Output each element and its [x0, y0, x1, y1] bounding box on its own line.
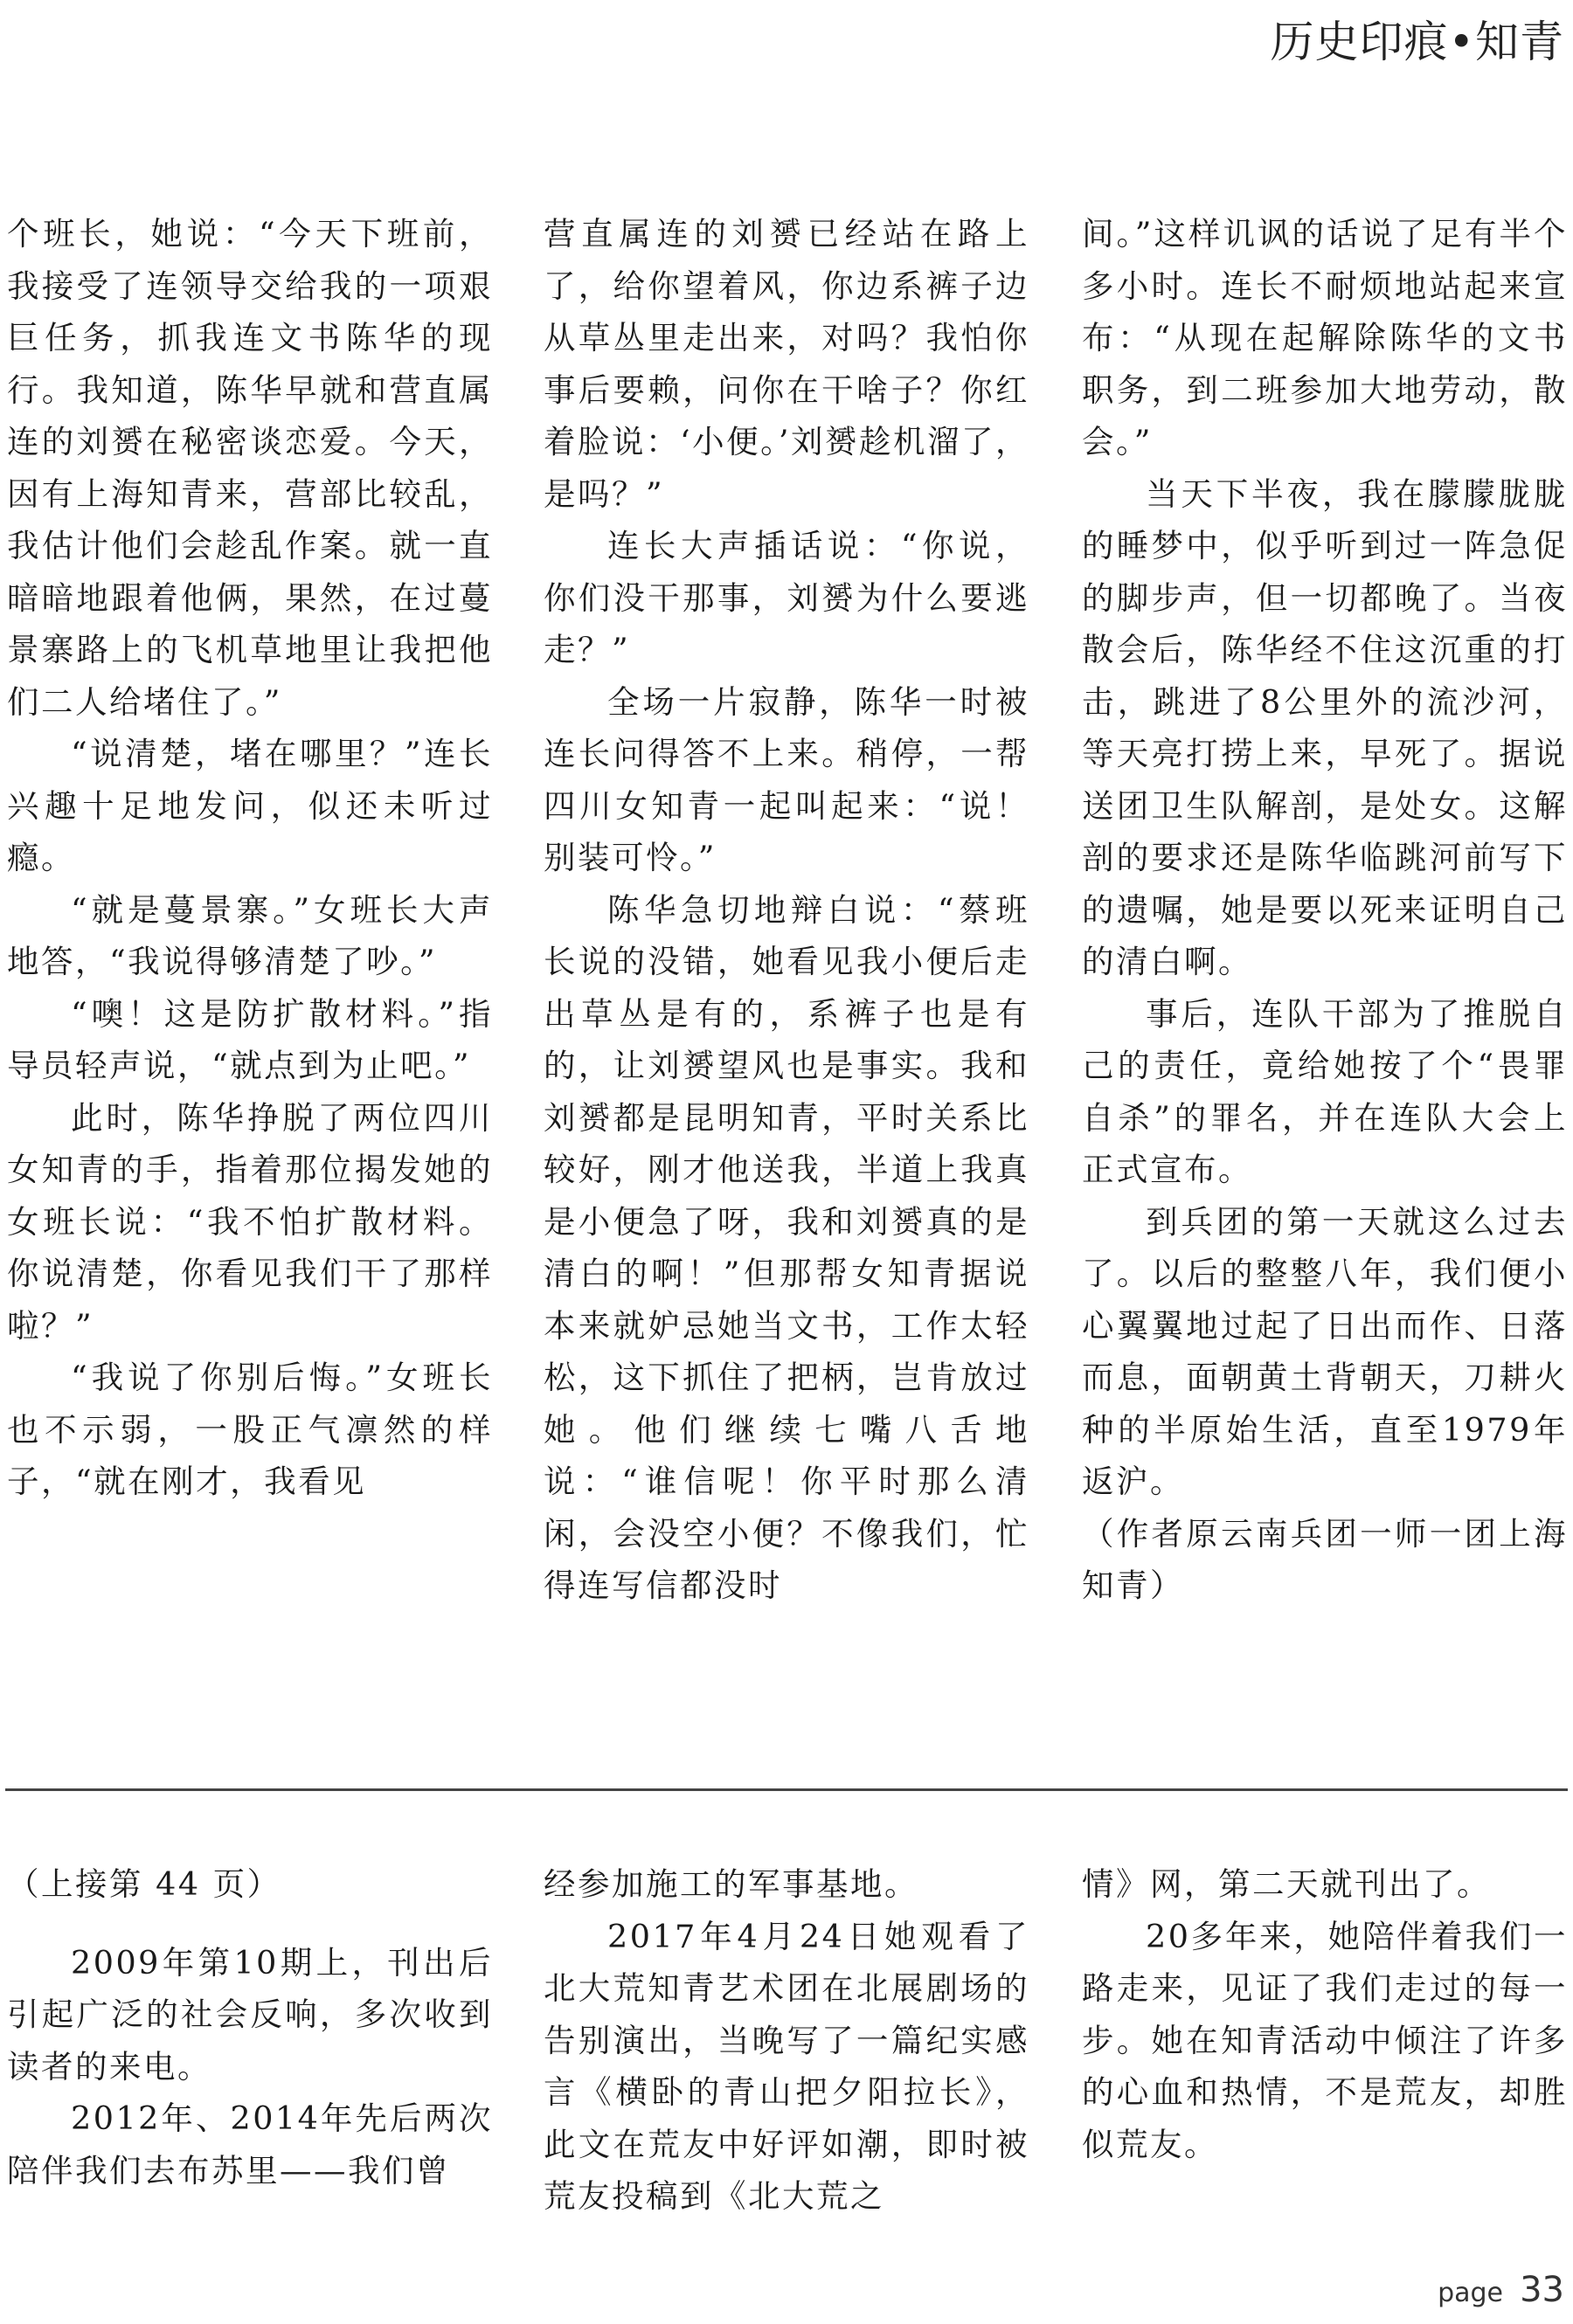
page-footer [1438, 2270, 1564, 2310]
page-word: page [1438, 2278, 1503, 2308]
page-number: 33 [1520, 2270, 1564, 2310]
continued-column-3 [1082, 1858, 1568, 2170]
paragraph: 当天下半夜，我在朦朦胧胧的睡梦中，似乎听到过一阵急促的脚步声，但一切都晚了。当夜散会后，陈华经不住这沉重的打击，跳进了8公里外的流沙河，等天亮打捞上来，早死了。据说送团卫生队解剖，是处女。这解剖的要求还是陈华临跳河前写下的遗嘱，她是要以死来证明自己的清白啊。 [1082, 474, 1568, 980]
paragraph: 2012年、2014年先后两次陪伴我们去布苏里——我们曾 [7, 2099, 493, 2189]
section-divider [5, 1788, 1568, 1791]
paragraph: 全场一片寂静，陈华一时被连长问得答不上来。稍停，一帮四川女知青一起叫起来：“说！别装可怜。” [544, 682, 1029, 876]
article-column-3 [1082, 208, 1568, 1612]
author-note: （作者原云南兵团一师一团上海知青） [1082, 1514, 1568, 1604]
continued-column-2 [544, 1858, 1029, 2223]
paragraph: 个班长，她说：“今天下班前，我接受了连领导交给我的一项艰巨任务，抓我连文书陈华的现行。我知道，陈华早就和营直属连的刘赟在秘密谈恋爱。今天，因有上海知青来，营部比较乱，我估计他们会趁乱作案。就一直暗暗地跟着他俩，果然，在过蔓景寨路上的飞机草地里让我把他们二人给堵住了。” [7, 215, 493, 721]
paragraph: 20多年来，她陪伴着我们一路走来，见证了我们走过的每一步。她在知青活动中倾注了许多的心血和热情，不是荒友，却胜似荒友。 [1082, 1917, 1568, 2163]
paragraph: 此时，陈华挣脱了两位四川女知青的手，指着那位揭发她的女班长说：“我不怕扩散材料。你说清楚，你看见我们干了那样啦？” [7, 1098, 493, 1345]
paragraph: 情》网，第二天就刊出了。 [1082, 1865, 1491, 1903]
article-column-2 [544, 208, 1029, 1612]
paragraph: “说清楚，堵在哪里？”连长兴趣十足地发问，似还未听过瘾。 [7, 735, 493, 876]
running-header: 历史印痕•知青 [1270, 17, 1564, 67]
continued-from-label: （上接第 44 页） [7, 1865, 281, 1903]
paragraph: 陈华急切地辩白说：“蔡班长说的没错，她看见我小便后走出草丛是有的，系裤子也是有的，让刘赟望风也是事实。我和刘赟都是昆明知青，平时关系比较好，刚才他送我，半道上我真是小便急了呀，我和刘赟真的是清白的啊！”但那帮女知青据说本来就妒忌她当文书，工作太轻松，这下抓住了把柄，岂肯放过她。他们继续七嘴八舌地说：“谁信呢！你平时那么清闲，会没空小便？不像我们，忙得连写信都没时 [544, 890, 1029, 1604]
paragraph: “噢！这是防扩散材料。”指导员轻声说，“就点到为止吧。” [7, 994, 493, 1084]
paragraph: 到兵团的第一天就这么过去了。以后的整整八年，我们便小心翼翼地过起了日出而作、日落而息，面朝黄土背朝天，刀耕火种的半原始生活，直至1979年返沪。 [1082, 1202, 1568, 1500]
paragraph: “就是蔓景寨。”女班长大声地答，“我说得够清楚了吵。” [7, 890, 493, 980]
article-column-1 [7, 208, 493, 1508]
paragraph: 经参加施工的军事基地。 [544, 1865, 918, 1903]
paragraph: 2017年4月24日她观看了北大荒知青艺术团在北展剧场的告别演出，当晚写了一篇纪实感言《横卧的青山把夕阳拉长》，此文在荒友中好评如潮，即时被荒友投稿到《北大荒之 [544, 1917, 1029, 2215]
continued-column-1 [7, 1858, 493, 2196]
paragraph: 间。”这样讥讽的话说了足有半个多小时。连长不耐烦地站起来宣布：“从现在起解除陈华的文书职务，到二班参加大地劳动，散会。” [1082, 215, 1568, 460]
paragraph: “我说了你别后悔。”女班长也不示弱，一股正气凛然的样子，“就在刚才，我看见 [7, 1359, 493, 1500]
paragraph: 连长大声插话说：“你说，你们没干那事，刘赟为什么要逃走？” [544, 527, 1029, 668]
paragraph: 营直属连的刘赟已经站在路上了，给你望着风，你边系裤子边从草丛里走出来，对吗？我怕你事后要赖，问你在干啥子？你红着脸说：‘小便。’刘赟趁机溜了，是吗？” [544, 215, 1029, 513]
paragraph: 2009年第10期上，刊出后引起广泛的社会反响，多次收到读者的来电。 [7, 1943, 493, 2085]
paragraph: 事后，连队干部为了推脱自己的责任，竟给她按了个“畏罪自杀”的罪名，并在连队大会上正式宣布。 [1082, 994, 1568, 1188]
